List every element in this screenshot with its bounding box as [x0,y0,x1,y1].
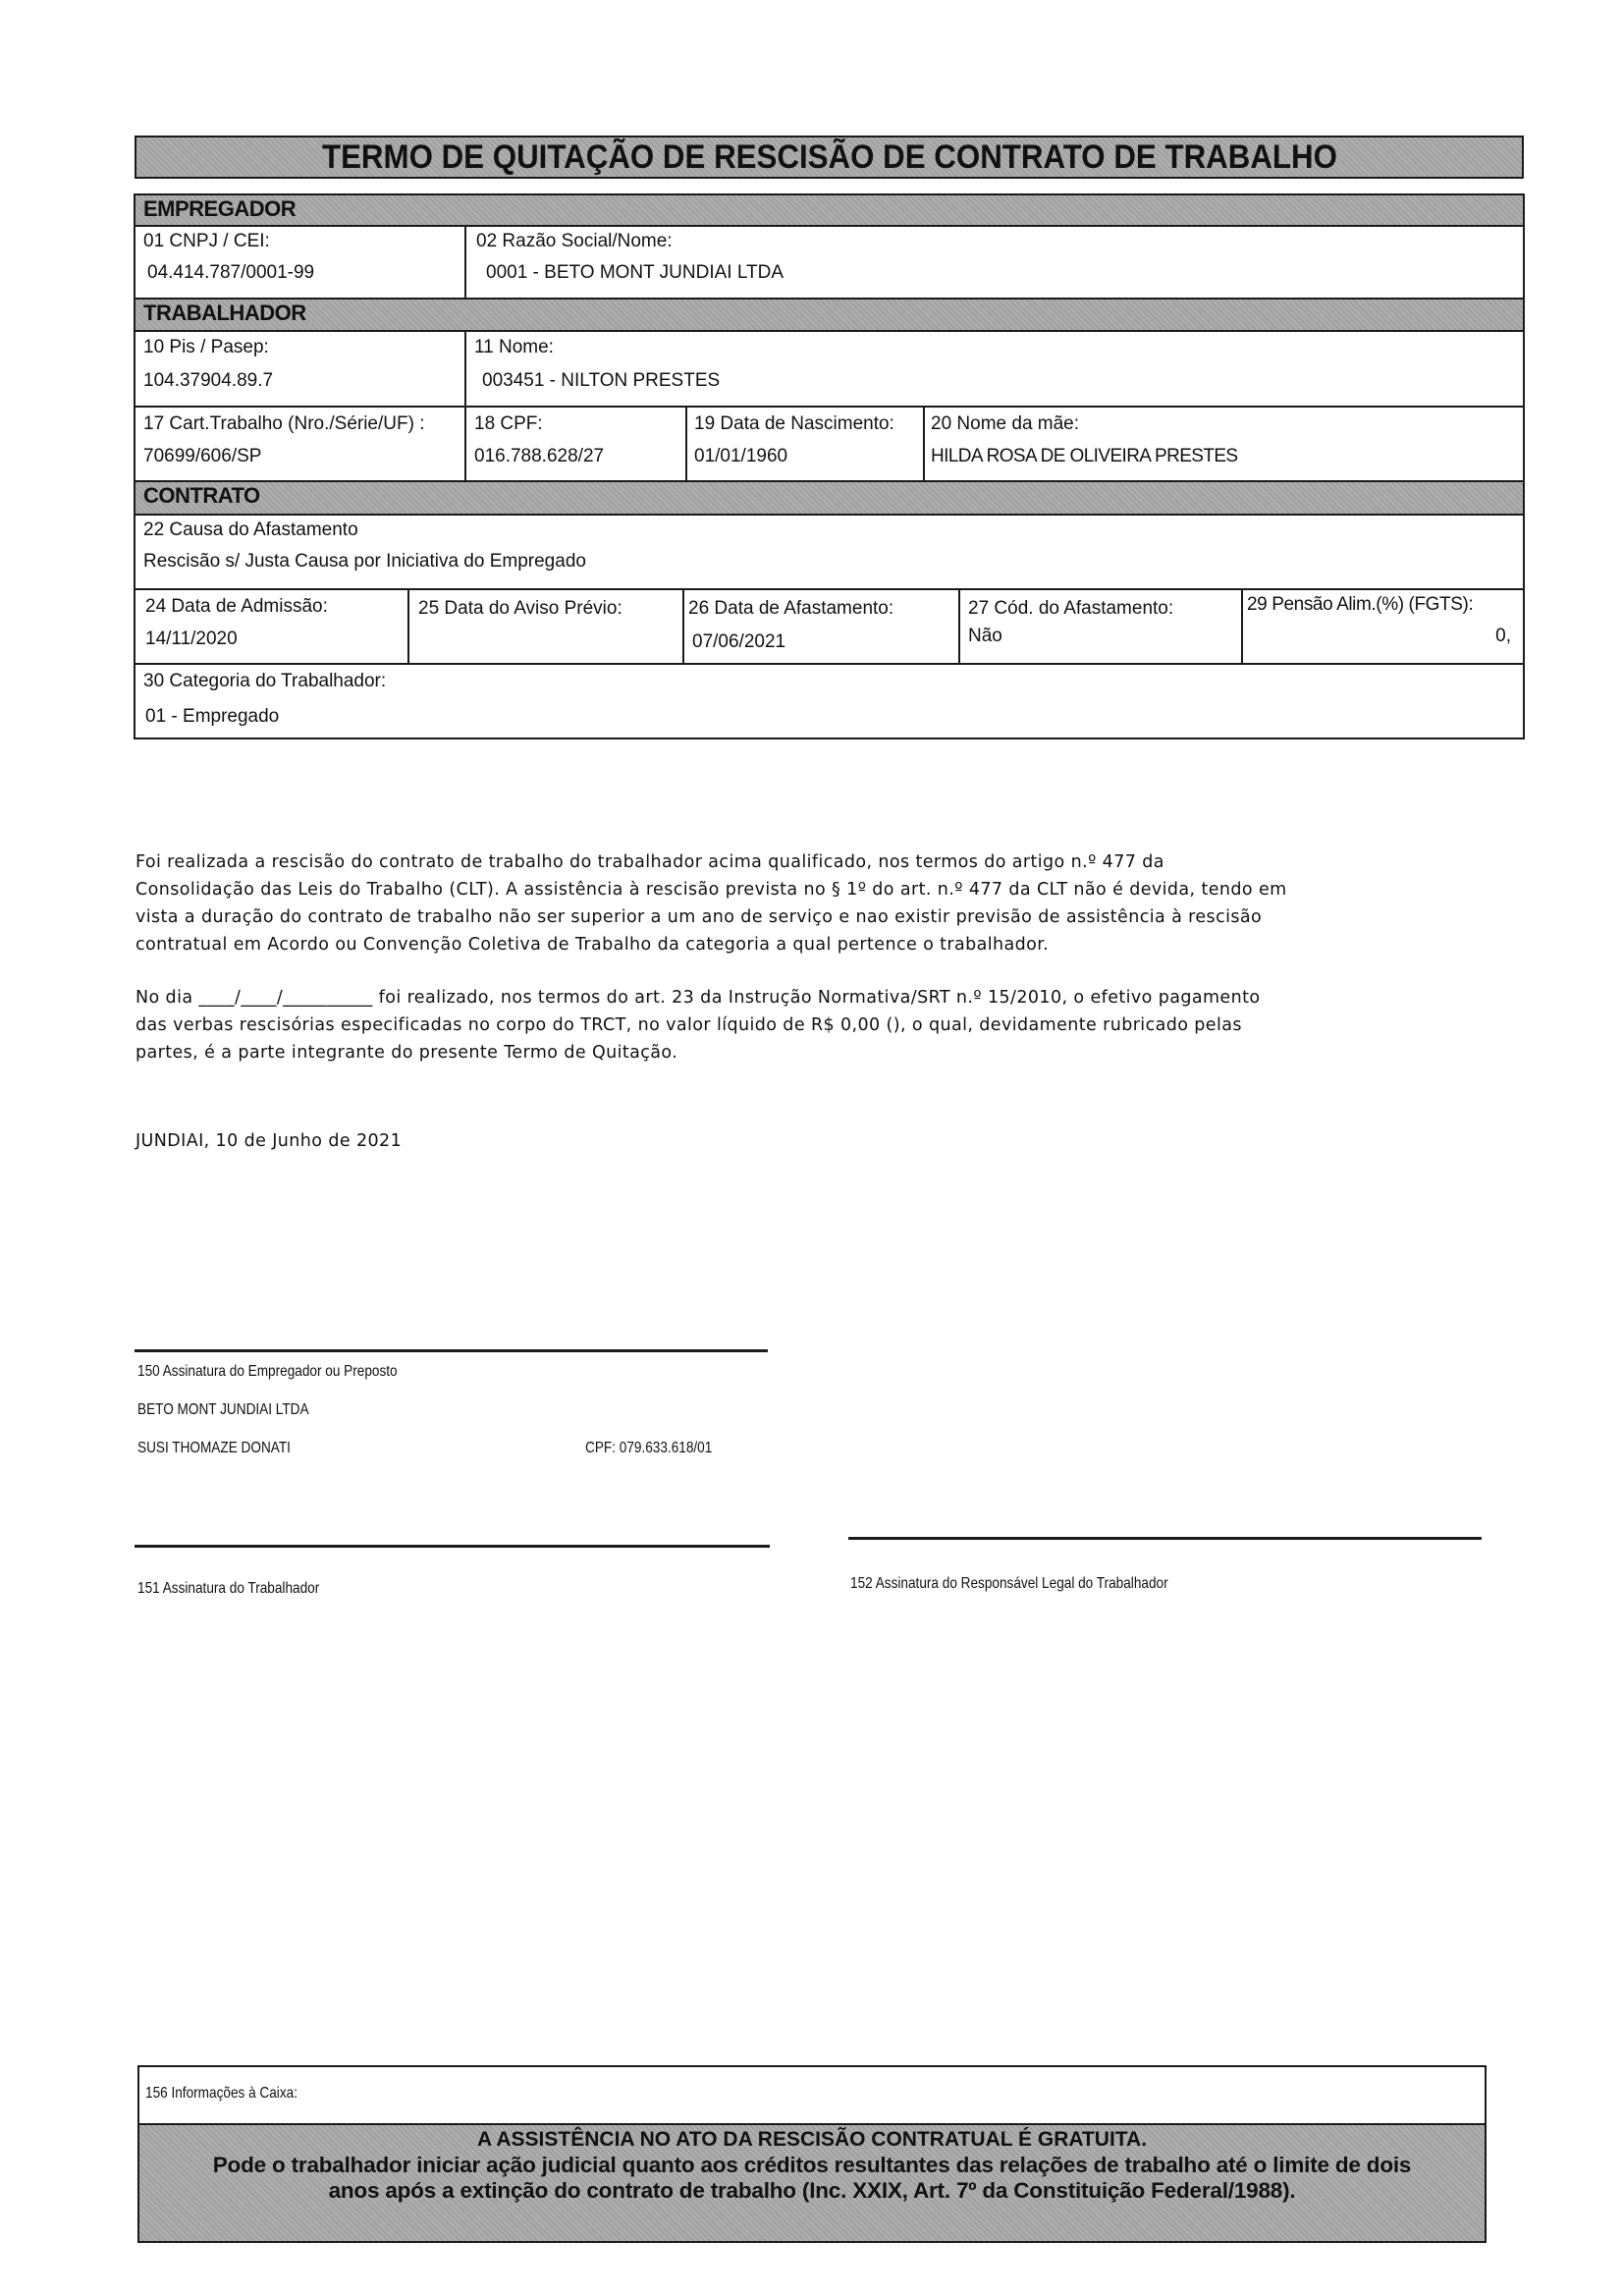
causa-value: Rescisão s/ Justa Causa por Iniciativa do Empregado [143,551,586,572]
section-empregador-label: EMPREGADOR [143,196,297,221]
paragraph-line: partes, é a parte integrante do presente Termo de Quitação. [135,1043,678,1063]
divider [1241,590,1243,664]
free-assistance-notice [139,2123,1485,2241]
categoria-label: 30 Categoria do Trabalhador: [143,671,387,691]
section-contrato-label: CONTRATO [143,483,260,508]
caixa-info-label: 156 Informações à Caixa: [145,2085,298,2102]
employer-company: BETO MONT JUNDIAI LTDA [137,1401,309,1418]
pensao-label: 29 Pensão Alim.(%) (FGTS): [1247,594,1474,615]
paragraph-line: contratual em Acordo ou Convenção Coletiva de Trabalho da categoria a qual pertence o trabalhador. [135,935,1050,955]
divider [464,408,466,481]
divider [407,590,409,664]
divider [135,514,1523,516]
ctps-label: 17 Cart.Trabalho (Nro./Série/UF) : [143,413,425,434]
paragraph-line: No dia ____/____/__________ foi realizado, nos termos do art. 23 da Instrução Normativa/SRT n.º 15/2010, o efetivo pagamento [135,988,1261,1008]
admissao-value: 14/11/2020 [145,629,238,649]
employer-signature-line[interactable] [135,1349,768,1352]
employer-signature-label: 150 Assinatura do Empregador ou Preposto [137,1363,398,1380]
ctps-value: 70699/606/SP [143,446,262,466]
aviso-previo-label: 25 Data do Aviso Prévio: [418,598,622,619]
divider [135,663,1523,665]
document-title: TERMO DE QUITAÇÃO DE RESCISÃO DE CONTRATO DE TRABALHO [321,138,1337,176]
paragraph-line: Consolidação das Leis do Trabalho (CLT). A assistência à rescisão prevista no § 1º do art. n.º 477 da CLT não é devida, tendo em [135,880,1287,900]
cpf-label: 18 CPF: [474,413,543,434]
pis-label: 10 Pis / Pasep: [143,337,269,357]
pensao-value: 0, [1495,626,1511,646]
section-trabalhador-label: TRABALHADOR [143,301,306,325]
divider [464,332,466,407]
nome-value: 003451 - NILTON PRESTES [482,370,721,391]
cnpj-label: 01 CNPJ / CEI: [143,231,270,251]
section-contrato [135,482,1523,514]
document-title-bar [135,136,1524,179]
divider [135,330,1523,332]
divider [682,590,684,664]
divider [135,225,1523,227]
paragraph-line: das verbas rescisórias especificadas no corpo do TRCT, no valor líquido de R$ 0,00 (), o qual, devidamente rubricado pelas [135,1015,1242,1035]
categoria-value: 01 - Empregado [145,706,280,727]
nome-mae-value: HILDA ROSA DE OLIVEIRA PRESTES [931,446,1238,466]
nome-label: 11 Nome: [474,337,554,357]
caixa-info-box [137,2065,1487,2243]
section-empregador [135,195,1523,225]
paragraph-line: Foi realizada a rescisão do contrato de trabalho do trabalhador acima qualificado, nos termos do artigo n.º 477 da [135,852,1164,872]
divider [923,408,925,481]
place-date: JUNDIAI, 10 de Junho de 2021 [135,1131,403,1151]
afastamento-value: 07/06/2021 [692,631,786,652]
cnpj-value: 04.414.787/0001-99 [147,262,315,283]
cod-afastamento-label: 27 Cód. do Afastamento: [968,598,1174,619]
pis-value: 104.37904.89.7 [143,370,274,391]
worker-signature-label: 151 Assinatura do Trabalhador [137,1580,320,1597]
razao-social-label: 02 Razão Social/Nome: [476,231,673,251]
notice-line-1: A ASSISTÊNCIA NO ATO DA RESCISÃO CONTRATUAL É GRATUITA. [476,2128,1148,2151]
employer-representative-cpf: CPF: 079.633.618/01 [585,1440,713,1456]
nascimento-value: 01/01/1960 [694,446,788,466]
nome-mae-label: 20 Nome da mãe: [931,413,1080,434]
divider [135,588,1523,590]
payment-paragraph [135,984,1260,1066]
legal-guardian-signature-label: 152 Assinatura do Responsável Legal do Trabalhador [850,1575,1168,1592]
nascimento-label: 19 Data de Nascimento: [694,413,894,434]
legal-guardian-signature-line[interactable] [848,1537,1482,1540]
section-trabalhador [135,300,1523,330]
razao-social-value: 0001 - BETO MONT JUNDIAI LTDA [486,262,784,283]
cpf-value: 016.788.628/27 [474,446,605,466]
divider [464,225,466,299]
employer-representative: SUSI THOMAZE DONATI [137,1440,291,1456]
admissao-label: 24 Data de Admissão: [145,596,328,617]
divider [685,408,687,481]
notice-line-3: anos após a extinção do contrato de trabalho (Inc. XXIX, Art. 7º da Constituição Federal/1988). [328,2178,1296,2203]
afastamento-label: 26 Data de Afastamento: [688,598,894,619]
divider [135,406,1523,408]
divider [958,590,960,664]
paragraph-line: vista a duração do contrato de trabalho não ser superior a um ano de serviço e nao existir previsão de assistência à rescisão [135,907,1263,927]
worker-signature-line[interactable] [135,1545,770,1548]
notice-line-2: Pode o trabalhador iniciar ação judicial quanto aos créditos resultantes das relações de trabalho até o limite de dois [212,2153,1412,2177]
termination-paragraph [135,848,1287,958]
form-table [134,193,1525,739]
cod-afastamento-value: Não [968,626,1002,646]
causa-label: 22 Causa do Afastamento [143,519,358,540]
